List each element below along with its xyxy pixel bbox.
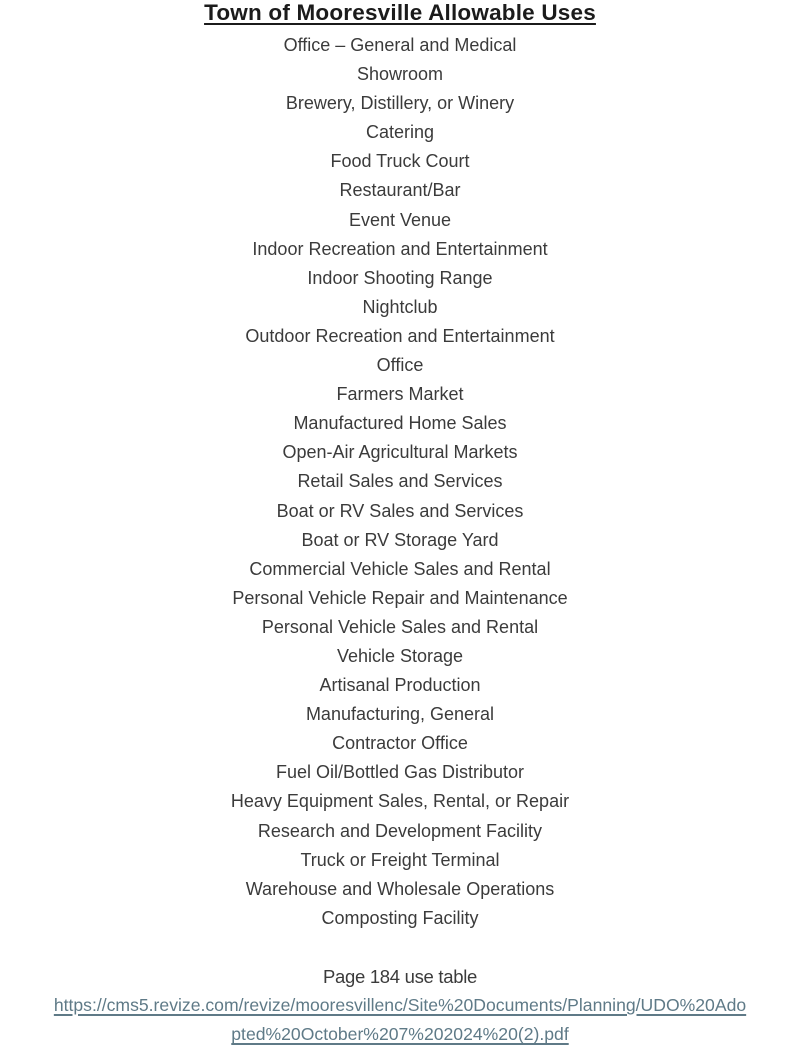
use-list-item: Artisanal Production bbox=[319, 675, 481, 696]
use-list-item: Indoor Shooting Range bbox=[307, 267, 493, 288]
use-list-item: Restaurant/Bar bbox=[339, 180, 461, 201]
use-list-item: Heavy Equipment Sales, Rental, or Repair bbox=[230, 791, 570, 812]
use-list-item: Showroom bbox=[356, 64, 444, 85]
use-list-item: Office bbox=[376, 355, 424, 376]
use-list-item: Contractor Office bbox=[332, 733, 468, 754]
use-list-item: Truck or Freight Terminal bbox=[300, 849, 500, 870]
use-list-item: Outdoor Recreation and Entertainment bbox=[245, 325, 555, 346]
use-list-item: Research and Development Facility bbox=[257, 820, 543, 841]
use-list-item: Office – General and Medical bbox=[283, 35, 517, 55]
use-list-item: Indoor Recreation and Entertainment bbox=[252, 238, 548, 259]
use-list-item: Personal Vehicle Repair and Maintenance bbox=[232, 587, 568, 608]
use-list-item: Manufactured Home Sales bbox=[293, 413, 507, 434]
use-list-item: Brewery, Distillery, or Winery bbox=[285, 93, 515, 114]
udo-pdf-link-line1: https://cms5.revize.com/revize/mooresvillenc/Site%20Documents/Planning/UDO%20Ado bbox=[53, 995, 747, 1015]
use-list-item: Catering bbox=[365, 122, 435, 143]
use-list-item: Boat or RV Sales and Services bbox=[276, 500, 524, 521]
use-list-item: Manufacturing, General bbox=[305, 704, 495, 725]
use-list-item: Nightclub bbox=[362, 296, 438, 317]
use-list-item: Warehouse and Wholesale Operations bbox=[245, 878, 555, 899]
use-list-item: Fuel Oil/Bottled Gas Distributor bbox=[275, 762, 525, 783]
udo-pdf-link-line2: pted%20October%207%202024%20(2).pdf bbox=[231, 1024, 569, 1045]
use-list-item: Event Venue bbox=[348, 209, 452, 230]
use-list-item: Composting Facility bbox=[321, 907, 479, 928]
udo-pdf-link[interactable] bbox=[0, 991, 800, 1050]
page-reference-note: Page 184 use table bbox=[322, 965, 478, 987]
use-list-item: Retail Sales and Services bbox=[297, 471, 503, 492]
use-list-item: Open-Air Agricultural Markets bbox=[282, 442, 518, 463]
use-list-item: Vehicle Storage bbox=[336, 645, 464, 666]
use-list-item: Boat or RV Storage Yard bbox=[301, 529, 499, 550]
use-list-item: Food Truck Court bbox=[330, 151, 470, 172]
use-list-item: Commercial Vehicle Sales and Rental bbox=[249, 558, 551, 579]
use-list-item: Personal Vehicle Sales and Rental bbox=[261, 616, 539, 637]
allowable-uses-list bbox=[0, 31, 800, 933]
page-title: Town of Mooresville Allowable Uses bbox=[204, 0, 596, 25]
use-list-item: Farmers Market bbox=[336, 384, 464, 405]
footer bbox=[0, 962, 800, 1050]
